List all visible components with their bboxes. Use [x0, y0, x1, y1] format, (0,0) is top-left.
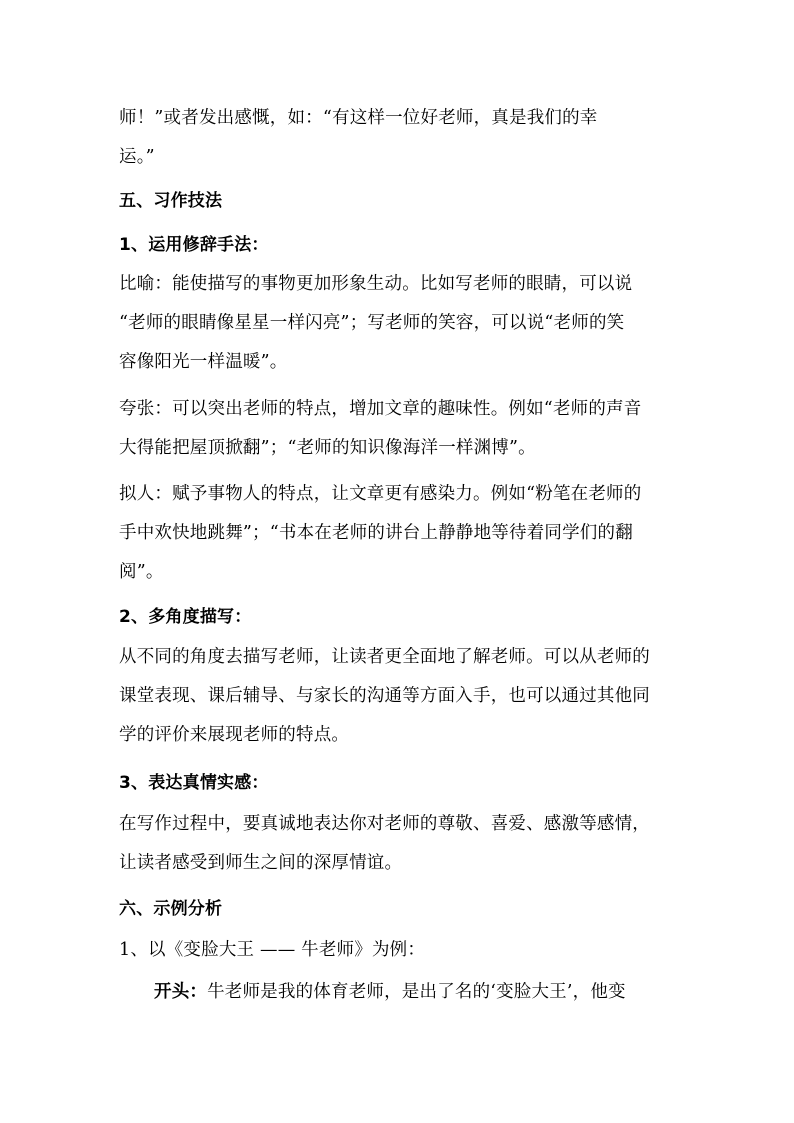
section-6-heading: 六、示例分析 [119, 899, 223, 919]
opening-label: 开头： [154, 982, 208, 1002]
multi-angle-line-1: 从不同的角度去描写老师，让读者更全面地了解老师。可以从老师的 [119, 647, 650, 667]
personification-line-3: 阅”。 [119, 562, 164, 582]
exaggeration-line-2: 大得能把屋顶掀翻”；“老师的知识像海洋一样渊博”。 [119, 438, 536, 458]
true-feelings-line-1: 在写作过程中，要真诚地表达你对老师的尊敬、喜爱、感激等感情， [119, 814, 650, 834]
opening-text: 牛老师是我的体育老师，是出了名的‘变脸大王’，他变 [207, 982, 626, 1002]
intro-line-2: 运。” [119, 147, 155, 167]
intro-line-1: 师！”或者发出感慨，如：“有这样一位好老师，真是我们的幸 [119, 108, 598, 128]
subheading-true-feelings: 3、表达真情实感： [119, 773, 269, 793]
example-1-opening [154, 980, 724, 1004]
subheading-rhetoric: 1、运用修辞手法： [119, 235, 269, 255]
metaphor-line-1: 比喻：能使描写的事物更加形象生动。比如写老师的眼睛，可以说 [119, 274, 633, 294]
example-1-title: 1、以《变脸大王 —— 牛老师》为例： [119, 940, 426, 960]
personification-line-2: 手中欢快地跳舞”；“书本在老师的讲台上静静地等待着同学们的翻 [119, 523, 633, 543]
multi-angle-line-3: 学的评价来展现老师的特点。 [119, 725, 350, 745]
multi-angle-line-2: 课堂表现、课后辅导、与家长的沟通等方面入手，也可以通过其他同 [119, 686, 650, 706]
metaphor-line-2: “老师的眼睛像星星一样闪亮”；写老师的笑容，可以说“老师的笑 [119, 313, 625, 333]
personification-line-1: 拟人：赋予事物人的特点，让文章更有感染力。例如“粉笔在老师的 [119, 484, 642, 504]
true-feelings-line-2: 让读者感受到师生之间的深厚情谊。 [119, 853, 403, 873]
subheading-multi-angle: 2、多角度描写： [119, 607, 252, 627]
section-5-heading: 五、习作技法 [119, 191, 223, 211]
exaggeration-line-1: 夸张：可以突出老师的特点，增加文章的趣味性。例如“老师的声音 [119, 399, 642, 419]
metaphor-line-3: 容像阳光一样温暖”。 [119, 352, 288, 372]
